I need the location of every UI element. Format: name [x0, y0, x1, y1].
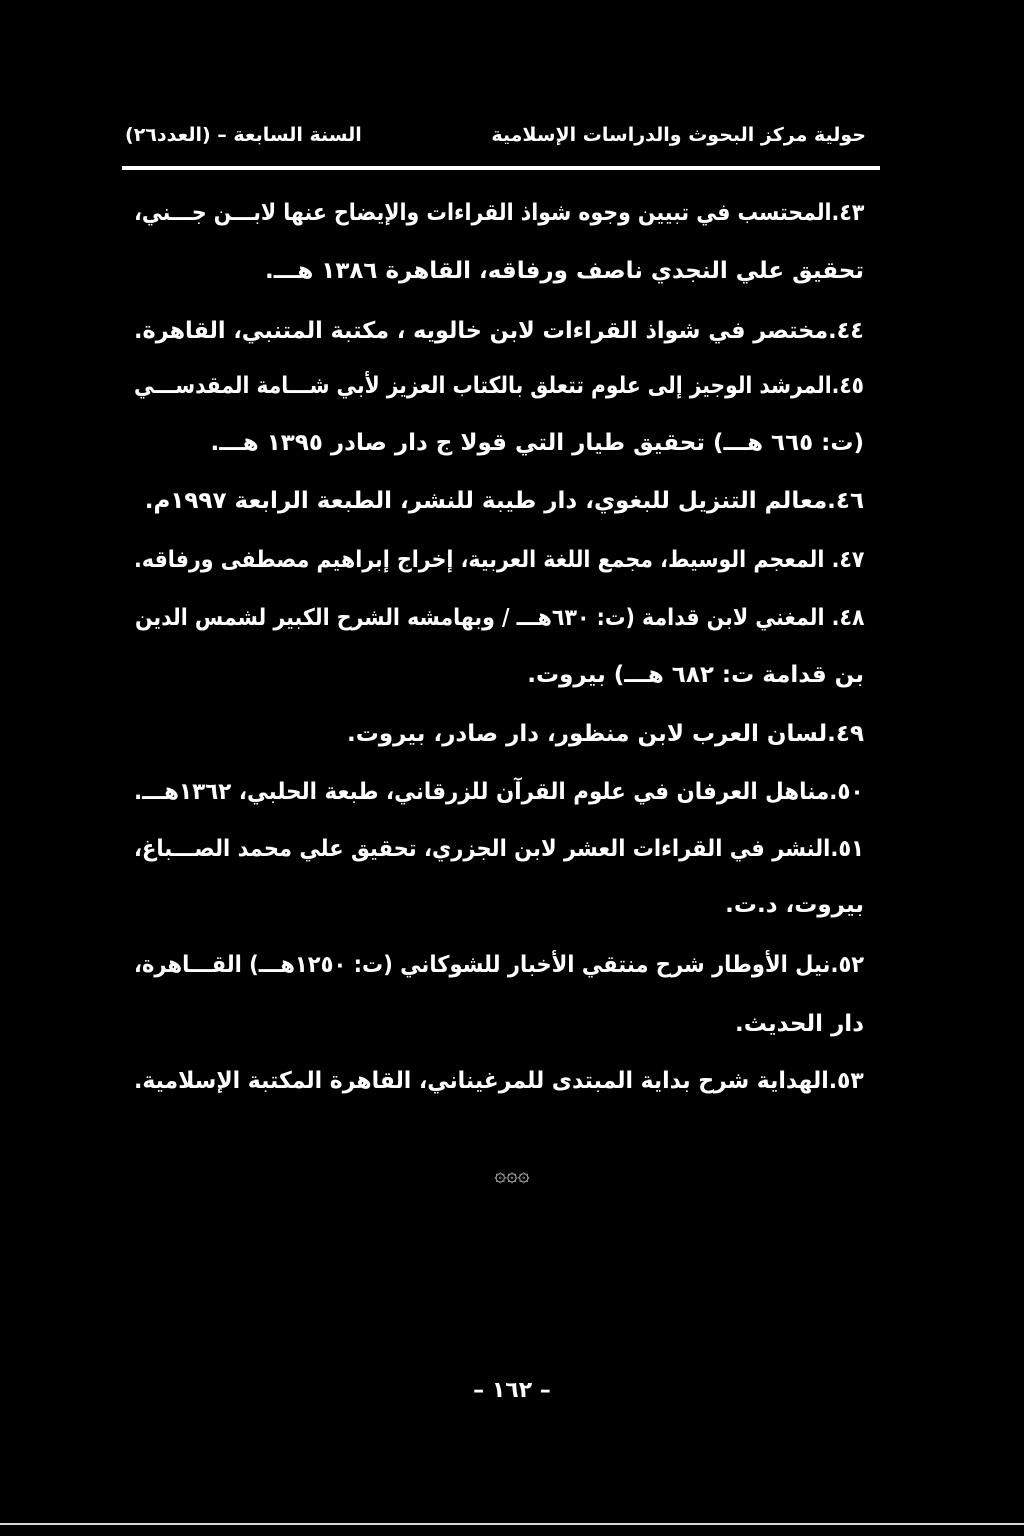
reference-47: ٤٧. المعجم الوسيط، مجمع اللغة العربية، إخراج إبراهيم مصطفى ورفاقه.	[133, 547, 864, 573]
journal-title: حولية مركز البحوث والدراسات الإسلامية	[491, 124, 866, 146]
issue-label: السنة السابعة – (العدد٢٦)	[125, 124, 362, 146]
reference-45-line2: (ت: ٦٦٥ هـــ) تحقيق طيار التي قولا ج دار صادر ١٣٩٥ هـــ.	[210, 430, 864, 456]
reference-44: ٤٤.مختصر في شواذ القراءات لابن خالويه ، مكتبة المتنبي، القاهرة.	[134, 318, 864, 344]
reference-53: ٥٣.الهداية شرح بداية المبتدى للمرغيناني، القاهرة المكتبة الإسلامية.	[134, 1068, 864, 1094]
reference-48-line1: ٤٨. المغني لابن قدامة (ت: ٦٣٠هـــ / وبهامشه الشرح الكبير لشمس الدين	[134, 605, 864, 631]
reference-51-line2: بيروت، د.ت.	[725, 892, 864, 918]
page-number: – ١٦٢ –	[473, 1378, 551, 1403]
section-end-ornament: ۞۞۞	[494, 1162, 530, 1186]
reference-43-line1: ٤٣.المحتسب في تبيين وجوه شواذ القراءات والإيضاح عنها لابـــن جـــني،	[133, 200, 864, 226]
footer-edge-line	[0, 1523, 1024, 1525]
reference-52-line1: ٥٢.نيل الأوطار شرح منتقي الأخبار للشوكاني (ت: ١٢٥٠هـــ) القـــاهرة،	[133, 952, 864, 978]
reference-52-line2: دار الحديث.	[734, 1011, 864, 1037]
reference-50: ٥٠.مناهل العرفان في علوم القرآن للزرقاني، طبعة الحلبي، ١٣٦٢هـــ.	[134, 779, 864, 805]
header-divider	[122, 166, 880, 170]
reference-46: ٤٦.معالم التنزيل للبغوي، دار طيبة للنشر، الطبعة الرابعة ١٩٩٧م.	[144, 488, 864, 514]
reference-45-line1: ٤٥.المرشد الوجيز إلى علوم تتعلق بالكتاب العزيز لأبي شـــامة المقدســـي	[133, 373, 864, 399]
reference-43-line2: تحقيق علي النجدي ناصف ورفاقه، القاهرة ١٣٨٦ هـــ.	[265, 258, 864, 284]
reference-49: ٤٩.لسان العرب لابن منظور، دار صادر، بيروت.	[346, 721, 864, 747]
reference-51-line1: ٥١.النشر في القراءات العشر لابن الجزري، تحقيق علي محمد الصـــباغ،	[133, 836, 864, 862]
running-header	[125, 120, 866, 154]
reference-48-line2: بن قدامة ت: ٦٨٢ هـــ) بيروت.	[527, 662, 864, 688]
